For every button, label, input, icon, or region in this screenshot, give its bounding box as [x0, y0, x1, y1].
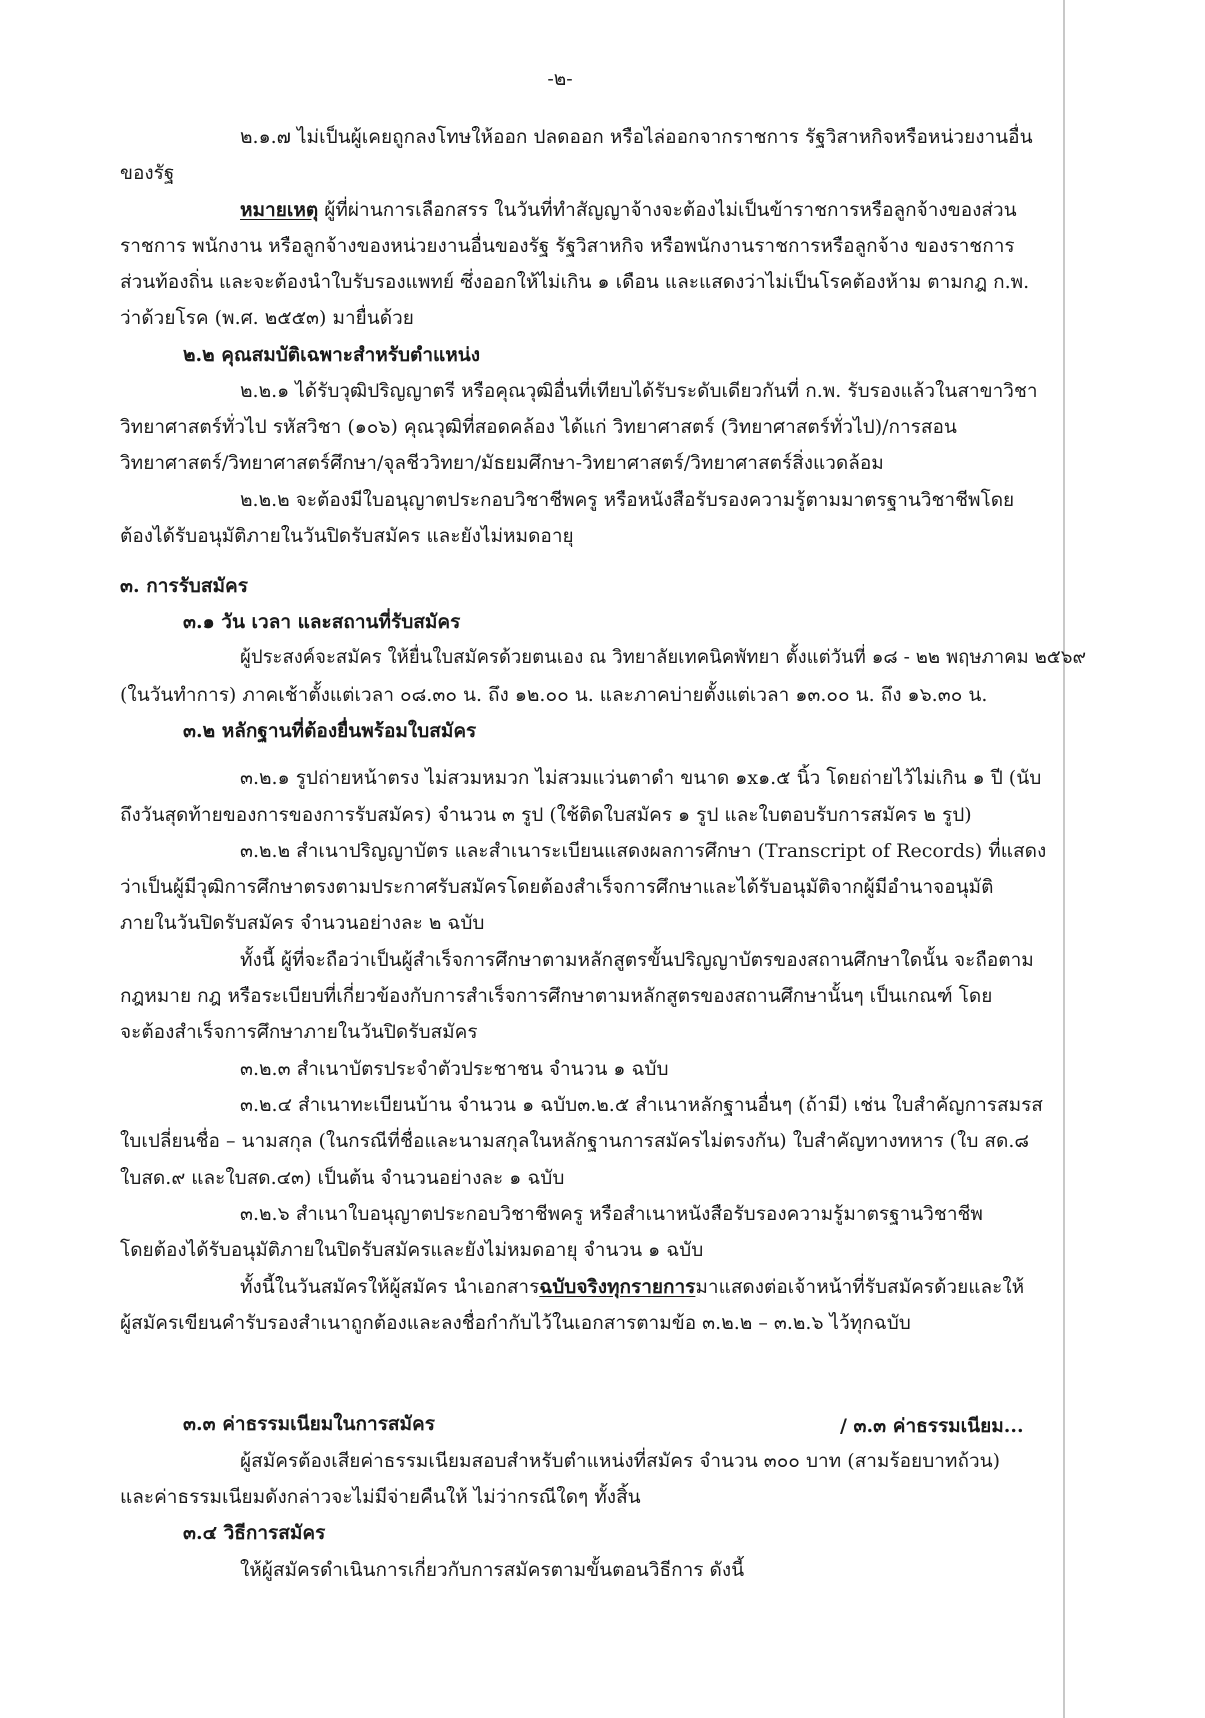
- text-line: ราชการ พนักงาน หรือลูกจ้างของหน่วยงานอื่นของรัฐ รัฐวิสาหกิจ หรือพนักงานราชการหรือลูกจ้าง ของราชการ: [120, 235, 1015, 257]
- section-heading: ๓.๑ วัน เวลา และสถานที่รับสมัคร: [183, 611, 461, 633]
- text-line: โดยต้องได้รับอนุมัติภายในปิดรับสมัครและยังไม่หมดอายุ จำนวน ๑ ฉบับ: [120, 1239, 704, 1261]
- section-heading: ๓.๒ หลักฐานที่ต้องยื่นพร้อมใบสมัคร: [183, 720, 477, 742]
- text-line: ๓.๒.๓ สำเนาบัตรประจำตัวประชาชน จำนวน ๑ ฉบับ: [240, 1058, 669, 1080]
- text-line: ภายในวันปิดรับสมัคร จำนวนอย่างละ ๒ ฉบับ: [120, 912, 485, 934]
- text-line: กฎหมาย กฎ หรือระเบียบที่เกี่ยวข้องกับการสำเร็จการศึกษาตามหลักสูตรของสถานศึกษานั้นๆ เป็นเกณฑ์ โดย: [120, 985, 993, 1007]
- emphasis-original-documents: ฉบับจริงทุกรายการ: [539, 1276, 696, 1298]
- text-line: ๓.๒.๑ รูปถ่ายหน้าตรง ไม่สวมหมวก ไม่สวมแว่นตาดำ ขนาด ๑x๑.๕ นิ้ว โดยถ่ายไว้ไม่เกิน ๑ ปี (นับ: [240, 767, 1042, 789]
- text-line: ถึงวันสุดท้ายของการของการรับสมัคร) จำนวน ๓ รูป (ใช้ติดใบสมัคร ๑ รูป และใบตอบรับการสมัคร ๒ รูป): [120, 804, 972, 826]
- text-line: ให้ผู้สมัครดำเนินการเกี่ยวกับการสมัครตามขั้นตอนวิธีการ ดังนี้: [240, 1559, 745, 1581]
- text-line: และค่าธรรมเนียมดังกล่าวจะไม่มีจ่ายคืนให้ ไม่ว่ากรณีใดๆ ทั้งสิ้น: [120, 1486, 641, 1508]
- text-line: ผู้ประสงค์จะสมัคร ให้ยื่นใบสมัครด้วยตนเอง ณ วิทยาลัยเทคนิคพัทยา ตั้งแต่วันที่ ๑๘ - ๒๒ พฤษภาคม ๒๕๖๙: [240, 647, 1087, 668]
- text-line: ๒.๒.๒ จะต้องมีใบอนุญาตประกอบวิชาชีพครู หรือหนังสือรับรองความรู้ตามมาตรฐานวิชาชีพโดย: [240, 489, 1015, 511]
- text-line: ต้องได้รับอนุมัติภายในวันปิดรับสมัคร และยังไม่หมดอายุ: [120, 525, 574, 547]
- text-line: ๒.๒.๑ ได้รับวุฒิปริญญาตรี หรือคุณวุฒิอื่นที่เทียบได้รับระดับเดียวกันที่ ก.พ. รับรองแล้วในสาขาวิชา: [240, 380, 1038, 402]
- text-line: หมายเหตุ ผู้ที่ผ่านการเลือกสรร ในวันที่ทำสัญญาจ้างจะต้องไม่เป็นข้าราชการหรือลูกจ้างของส่วน: [240, 199, 1017, 221]
- text-line: ๓.๒.๖ สำเนาใบอนุญาตประกอบวิชาชีพครู หรือสำเนาหนังสือรับรองความรู้มาตรฐานวิชาชีพ: [240, 1203, 983, 1225]
- note-label: หมายเหตุ: [240, 199, 319, 221]
- section-heading: ๓.๓ ค่าธรรมเนียมในการสมัคร: [183, 1413, 435, 1435]
- text-line: วิทยาศาสตร์/วิทยาศาสตร์ศึกษา/จุลชีววิทยา/มัธยมศึกษา-วิทยาศาสตร์/วิทยาศาสตร์สิ่งแวดล้อม: [120, 452, 884, 474]
- page-edge: [1063, 0, 1065, 1718]
- text-line: ส่วนท้องถิ่น และจะต้องนำใบรับรองแพทย์ ซึ่งออกให้ไม่เกิน ๑ เดือน และแสดงว่าไม่เป็นโรคต้องห้าม ตามกฎ ก.พ.: [120, 271, 1030, 293]
- text-line: ทั้งนี้ในวันสมัครให้ผู้สมัคร นำเอกสารฉบับจริงทุกรายการมาแสดงต่อเจ้าหน้าที่รับสมัครด้วยและให้: [240, 1276, 1025, 1298]
- text-line: ว่าเป็นผู้มีวุฒิการศึกษาตรงตามประกาศรับสมัครโดยต้องสำเร็จการศึกษาและได้รับอนุมัติจากผู้มีอำนาจอนุมัติ: [120, 876, 994, 898]
- text-line: ใบสด.๙ และใบสด.๔๓) เป็นต้น จำนวนอย่างละ ๑ ฉบับ: [120, 1167, 565, 1189]
- section-heading: ๓. การรับสมัคร: [120, 575, 248, 597]
- continuation-marker: / ๓.๓ ค่าธรรมเนียม...: [840, 1415, 1024, 1437]
- text-line: ใบเปลี่ยนชื่อ – นามสกุล (ในกรณีที่ชื่อและนามสกุลในหลักฐานการสมัครไม่ตรงกัน) ใบสำคัญทางทหาร (ใบ สด.๘: [120, 1130, 1030, 1152]
- text-line: ของรัฐ: [120, 162, 175, 184]
- section-heading: ๓.๔ วิธีการสมัคร: [183, 1522, 326, 1544]
- text-line: ๒.๑.๗ ไม่เป็นผู้เคยถูกลงโทษให้ออก ปลดออก หรือไล่ออกจากราชการ รัฐวิสาหกิจหรือหน่วยงานอื่น: [240, 126, 1033, 148]
- text-line: ทั้งนี้ ผู้ที่จะถือว่าเป็นผู้สำเร็จการศึกษาตามหลักสูตรขั้นปริญญาบัตรของสถานศึกษาใดนั้น จะถือตาม: [240, 949, 1034, 971]
- text-line: ว่าด้วยโรค (พ.ศ. ๒๕๕๓) มายื่นด้วย: [120, 307, 414, 329]
- text-line: (ในวันทำการ) ภาคเช้าตั้งแต่เวลา ๐๘.๓๐ น. ถึง ๑๒.๐๐ น. และภาคบ่ายตั้งแต่เวลา ๑๓.๐๐ น. ถึง ๑๖.๓๐ น.: [120, 684, 988, 706]
- text-line: ผู้สมัครต้องเสียค่าธรรมเนียมสอบสำหรับตำแหน่งที่สมัคร จำนวน ๓๐๐ บาท (สามร้อยบาทถ้วน): [240, 1450, 1001, 1472]
- text-line: ผู้สมัครเขียนคำรับรองสำเนาถูกต้องและลงชื่อกำกับไว้ในเอกสารตามข้อ ๓.๒.๒ – ๓.๒.๖ ไว้ทุกฉบับ: [120, 1312, 911, 1334]
- text-line: วิทยาศาสตร์ทั่วไป รหัสวิชา (๑๐๖) คุณวุฒิที่สอดคล้อง ได้แก่ วิทยาศาสตร์ (วิทยาศาสตร์ทั่วไป)/การสอน: [120, 416, 957, 438]
- text-line: ๓.๒.๒ สำเนาปริญญาบัตร และสำเนาระเบียนแสดงผลการศึกษา (Transcript of Records) ที่แสดง: [240, 840, 1047, 862]
- text-line: จะต้องสำเร็จการศึกษาภายในวันปิดรับสมัคร: [120, 1021, 478, 1043]
- section-heading: ๒.๒ คุณสมบัติเฉพาะสำหรับตำแหน่ง: [183, 344, 481, 366]
- page-number: -๒-: [547, 68, 573, 90]
- text-line: ๓.๒.๔ สำเนาทะเบียนบ้าน จำนวน ๑ ฉบับ๓.๒.๕ สำเนาหลักฐานอื่นๆ (ถ้ามี) เช่น ใบสำคัญการสมรส: [240, 1094, 1043, 1116]
